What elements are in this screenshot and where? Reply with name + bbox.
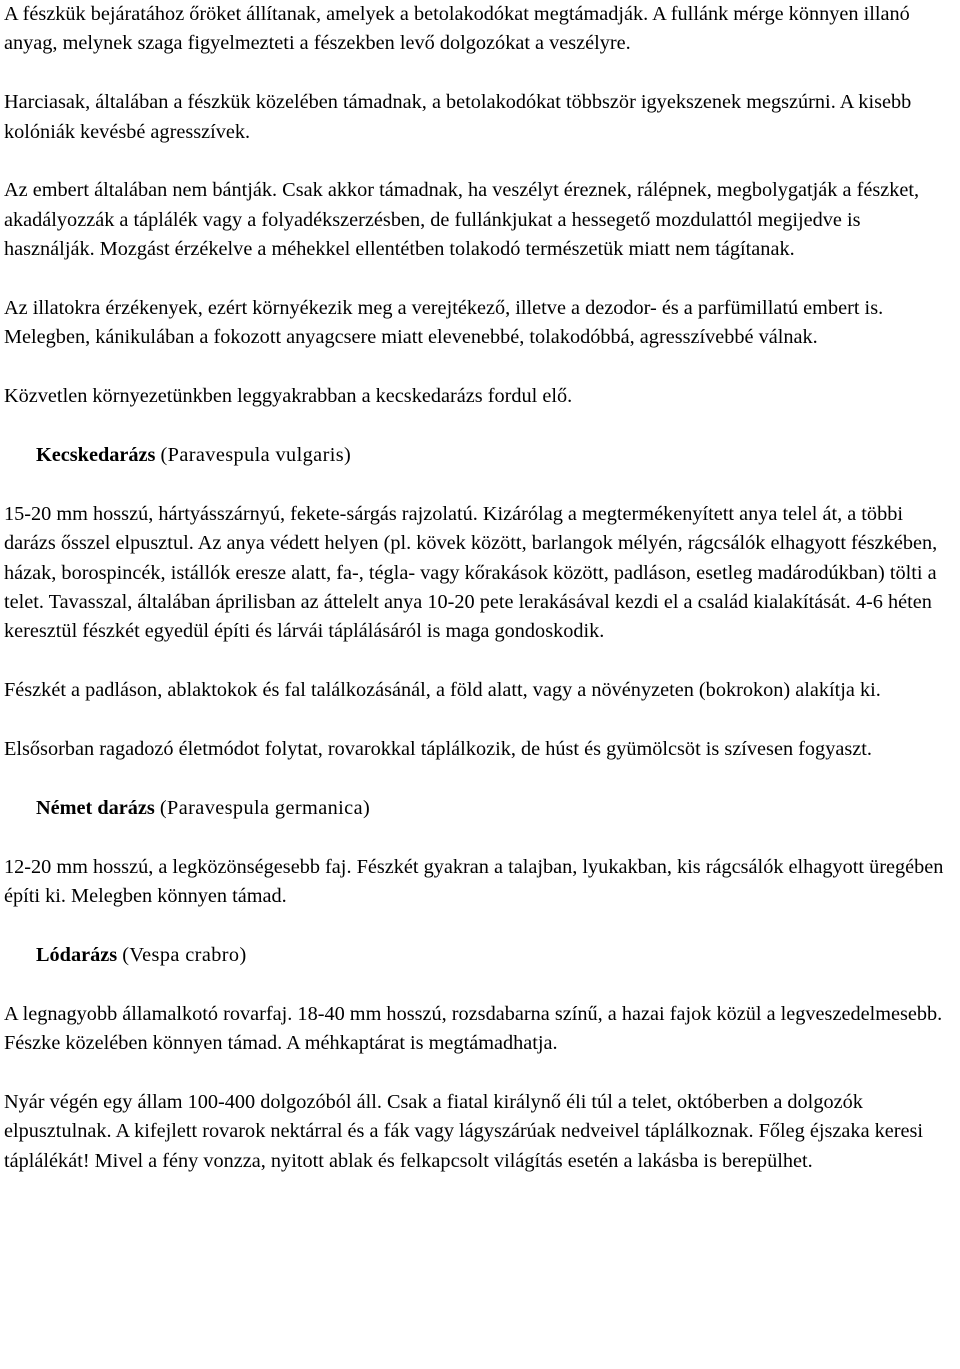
species-description: A legnagyobb államalkotó rovarfaj. 18-40 mm hosszú, rozsdabarna színű, a hazai fajok közül a legveszedelmesebb. Fészke közelében könnyen támad. A méhkaptárat is megtámadhatja. xyxy=(4,1002,943,1055)
species-description: 15-20 mm hosszú, hártyásszárnyú, fekete-sárgás rajzolatú. Kizárólag a megtermékenyített anya telel át, a többi darázs ősszel elpusztul. Az anya védett helyen (pl. kövek között, barlangok mélyén, rágcsálók elhagyott fészkében, házak, borospincék, istállók eresze alatt, fa-, tégla- vagy kőrakások között, padláson, esetleg madárodúkban) tölti a telet. Tavasszal, általában áprilisban az áttelelt anya 10-20 pete lerakásával kezdi el a család kialakítását. 4-6 héten keresztül fészkét egyedül építi és lárvái táplálásáról is maga gondoskodik. xyxy=(4,502,938,643)
species-latin-name: (Vespa crabro) xyxy=(122,943,247,966)
species-heading-lodarazs xyxy=(4,941,956,970)
species-description: 12-20 mm hosszú, a legközönségesebb faj. Fészkét gyakran a talajban, lyukakban, kis rágcsálók elhagyott üregében építi ki. Melegben könnyen támad. xyxy=(4,855,944,908)
species-latin-name: (Paravespula vulgaris) xyxy=(160,444,352,467)
paragraph-common-species: Közvetlen környezetünkben leggyakrabban a kecskedarázs fordul elő. xyxy=(4,385,573,408)
species-heading-nemet-darazs xyxy=(4,794,956,823)
paragraph-humans: Az embert általában nem bántják. Csak akkor támadnak, ha veszélyt éreznek, rálépnek, megbolygatják a fészket, akadályozzák a táplálék vagy a folyadékszerzésben, de fullánkjukat a hessegető mozdulattól megijedve is használják. Mozgást érzékelve a méhekkel ellentétben tolakodó természetük miatt nem tágítanak. xyxy=(4,179,920,261)
species-heading-kecskedarazs xyxy=(4,441,956,470)
species-diet: Elsősorban ragadozó életmódot folytat, rovarokkal táplálkozik, de húst és gyümölcsöt is szívesen fogyaszt. xyxy=(4,738,872,761)
species-nesting: Fészkét a padláson, ablaktokok és fal találkozásánál, a föld alatt, vagy a növényzeten (bokrokon) alakítja ki. xyxy=(4,679,881,702)
species-latin-name: (Paravespula germanica) xyxy=(159,796,371,819)
species-name: Német darázs xyxy=(36,796,155,819)
species-colony: Nyár végén egy állam 100-400 dolgozóból áll. Csak a fiatal királynő éli túl a telet, októberben a dolgozók elpusztulnak. A kifejlett rovarok nektárral és a fák vagy lágyszárúak nedveivel táplálkoznak. Főleg éjszaka keresi táplálékát! Mivel a fény vonzza, nyitott ablak és felkapcsolt világítás esetén a lakásba is berepülhet. xyxy=(4,1090,924,1172)
paragraph-scents: Az illatokra érzékenyek, ezért környékezik meg a verejtékező, illetve a dezodor- és a parfümillatú embert is. Melegben, kánikulában a fokozott anyagcsere miatt elevenebbé, tolakodóbbá, agresszívebbé válnak. xyxy=(4,297,884,349)
species-name: Lódarázs xyxy=(36,943,118,966)
species-name: Kecskedarázs xyxy=(36,444,156,467)
paragraph-guards: A fészkük bejáratához őröket állítanak, amelyek a betolakodókat megtámadják. A fullánk mérge könnyen illanó anyag, melynek szaga figyelmezteti a fészekben levő dolgozókat a veszélyre. xyxy=(4,3,910,55)
paragraph-aggression: Harciasak, általában a fészkük közelében támadnak, a betolakodókat többször igyekszenek megszúrni. A kisebb kolóniák kevésbé agresszívek. xyxy=(4,91,912,143)
